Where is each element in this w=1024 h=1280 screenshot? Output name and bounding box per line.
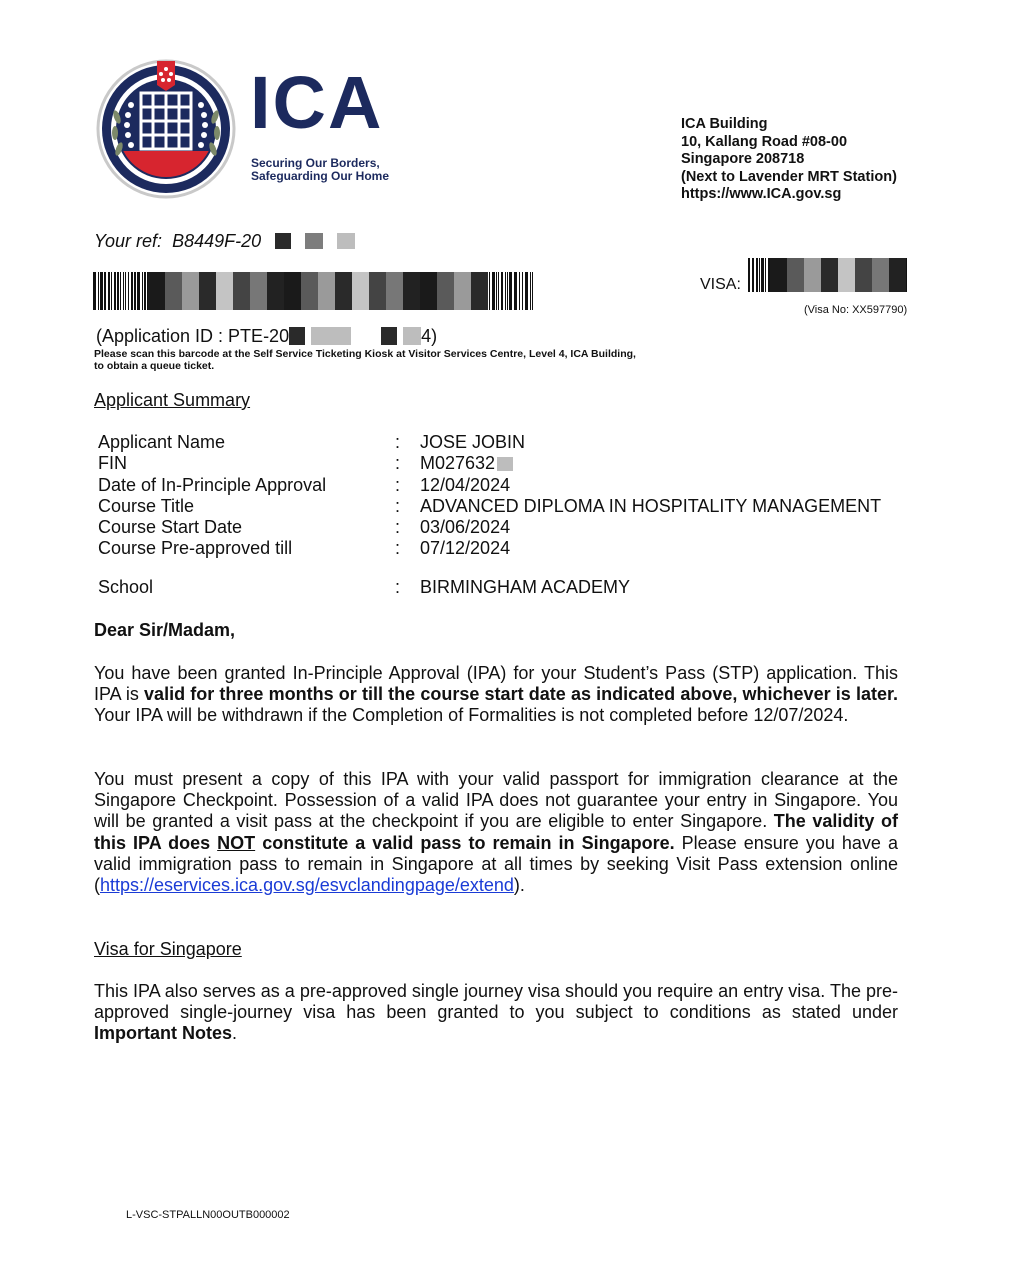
summary-row: Course Pre-approved till : 07/12/2024 — [98, 538, 511, 559]
redaction-block — [770, 258, 787, 292]
barcode-bar — [131, 272, 133, 310]
visa-barcode — [748, 258, 908, 292]
summary-row: Date of In-Principle Approval : 12/04/2024 — [98, 474, 511, 495]
redaction-block — [369, 272, 386, 310]
redaction-block — [318, 272, 335, 310]
summary-row: Applicant Name : JOSE JOBIN — [98, 432, 526, 452]
redaction-block — [165, 272, 182, 310]
barcode-bar — [137, 272, 140, 310]
barcode-bar — [509, 272, 512, 310]
barcode-bar — [501, 272, 503, 310]
address-line: ICA Building — [681, 116, 768, 132]
barcode-bar — [120, 272, 121, 310]
summary-row: Course Title : ADVANCED DIPLOMA IN HOSPITALITY MANAGEMENT — [98, 495, 882, 516]
document-code: L-VSC-STPALLN00OUTB000002 — [126, 1209, 290, 1221]
visa-label: VISA: — [700, 276, 741, 293]
barcode-bar — [125, 272, 126, 310]
barcode-bar — [489, 272, 490, 310]
barcode-bar — [507, 272, 508, 310]
summary-row-school: School : BIRMINGHAM ACADEMY — [98, 576, 631, 597]
your-ref: Your ref: B8449F-20 — [94, 231, 355, 252]
visit-pass-extension-link[interactable]: https://eservices.ica.gov.sg/esvclandingpage/extend — [100, 875, 514, 896]
redaction-block — [454, 272, 471, 310]
barcode-bar — [93, 272, 96, 310]
barcode-bar — [759, 258, 760, 292]
summary-row: Course Start Date : 03/06/2024 — [98, 517, 511, 538]
redaction-block — [471, 272, 488, 310]
ica-wordmark: ICA — [250, 61, 384, 144]
barcode-bar — [98, 272, 99, 310]
barcode-bar — [142, 272, 143, 310]
visa-section-heading: Visa for Singapore — [94, 939, 242, 959]
redaction-block — [216, 272, 233, 310]
barcode-bar — [530, 272, 531, 310]
address-website: https://www.ICA.gov.sg — [681, 186, 842, 202]
redaction-block — [199, 272, 216, 310]
barcode-bar — [768, 258, 770, 292]
scan-instruction: Please scan this barcode at the Self Service Ticketing Kiosk at Visitor Services Centre, Level 4, ICA Building, to obtain a queue ticket. — [94, 348, 636, 372]
applicant-summary-table — [98, 432, 881, 598]
redaction-block — [838, 258, 855, 292]
ica-address-block — [681, 116, 897, 204]
barcode-bar — [134, 272, 136, 310]
redaction-block — [250, 272, 267, 310]
barcode-bar — [492, 272, 495, 310]
barcode-bar — [519, 272, 520, 310]
paragraph-immigration-clearance: You must present a copy of this IPA with your valid passport for immigration clearance at the Singapore Checkpoint. Possession of a valid IPA does not guarantee your entry in Singapore. You will be granted a visit pass at the checkpoint if you are eligible to enter Singapore. The validity of this IPA does NOT constitute a valid pass to remain in Singapore. Please ensure you have a valid immigration pass to remain in Singapore at all times by seeking Visit Pass extension online (https://eservices.ica.gov.sg/esvclandingpage/extend). — [94, 769, 898, 896]
redaction-block — [335, 272, 352, 310]
barcode-bar — [522, 272, 523, 310]
barcode-bar — [756, 258, 758, 292]
barcode-bar — [505, 272, 506, 310]
barcode-bar — [123, 272, 124, 310]
barcode-bar — [525, 272, 528, 310]
redaction-block — [855, 258, 872, 292]
summary-row: FIN : M027632 — [98, 453, 881, 474]
barcode-bar — [752, 258, 754, 292]
barcode-bar — [100, 272, 103, 310]
redaction-block — [403, 272, 420, 310]
address-line: 10, Kallang Road #08-00 — [681, 133, 848, 150]
redaction-block — [420, 272, 437, 310]
barcode-bar — [765, 258, 766, 292]
barcode-bar — [128, 272, 129, 310]
barcode-bar — [514, 272, 517, 310]
redaction-block — [821, 258, 838, 292]
visa-number: (Visa No: XX597790) — [804, 304, 908, 316]
redaction-block — [352, 272, 369, 310]
redaction-block — [284, 272, 301, 310]
address-line: Singapore 208718 — [681, 151, 805, 167]
redaction-block — [233, 272, 250, 310]
paragraph-ipa-validity: You have been granted In-Principle Approval (IPA) for your Student’s Pass (STP) application. This IPA is valid for three months or till the course start date as indicated above, whichever is later. Your IPA will be withdrawn if the Completion of Formalities is not completed before 12/07/2024. — [94, 663, 898, 726]
barcode-bar — [144, 272, 146, 310]
redaction-block — [182, 272, 199, 310]
redaction-block — [267, 272, 284, 310]
redaction-block — [386, 272, 403, 310]
redaction-block — [787, 258, 804, 292]
applicant-summary-heading: Applicant Summary — [94, 390, 251, 410]
redaction-block — [148, 272, 165, 310]
barcode-bar — [104, 272, 106, 310]
barcode-bar — [498, 272, 499, 310]
application-barcode — [93, 272, 533, 310]
barcode-bar — [496, 272, 497, 310]
paragraph-visa: This IPA also serves as a pre-approved single journey visa should you require an entry visa. The pre-approved single-journey visa has been granted to you subject to conditions as stated under Important Notes. — [94, 981, 898, 1044]
barcode-bar — [111, 272, 112, 310]
barcode-bar — [532, 272, 533, 310]
redaction-block — [301, 272, 318, 310]
address-line: (Next to Lavender MRT Station) — [681, 168, 897, 185]
ica-tagline: Securing Our Borders, Safeguarding Our Home — [251, 156, 390, 183]
redaction-block — [437, 272, 454, 310]
barcode-bar — [761, 258, 764, 292]
barcode-bar — [117, 272, 119, 310]
application-id: (Application ID : PTE-20 4) — [96, 326, 438, 346]
barcode-bar — [108, 272, 110, 310]
ica-emblem-logo — [95, 55, 237, 200]
barcode-bar — [748, 258, 750, 292]
redaction-block — [889, 258, 906, 292]
redaction-block — [804, 258, 821, 292]
redaction-block — [872, 258, 889, 292]
barcode-bar — [114, 272, 116, 310]
salutation: Dear Sir/Madam, — [94, 620, 236, 640]
